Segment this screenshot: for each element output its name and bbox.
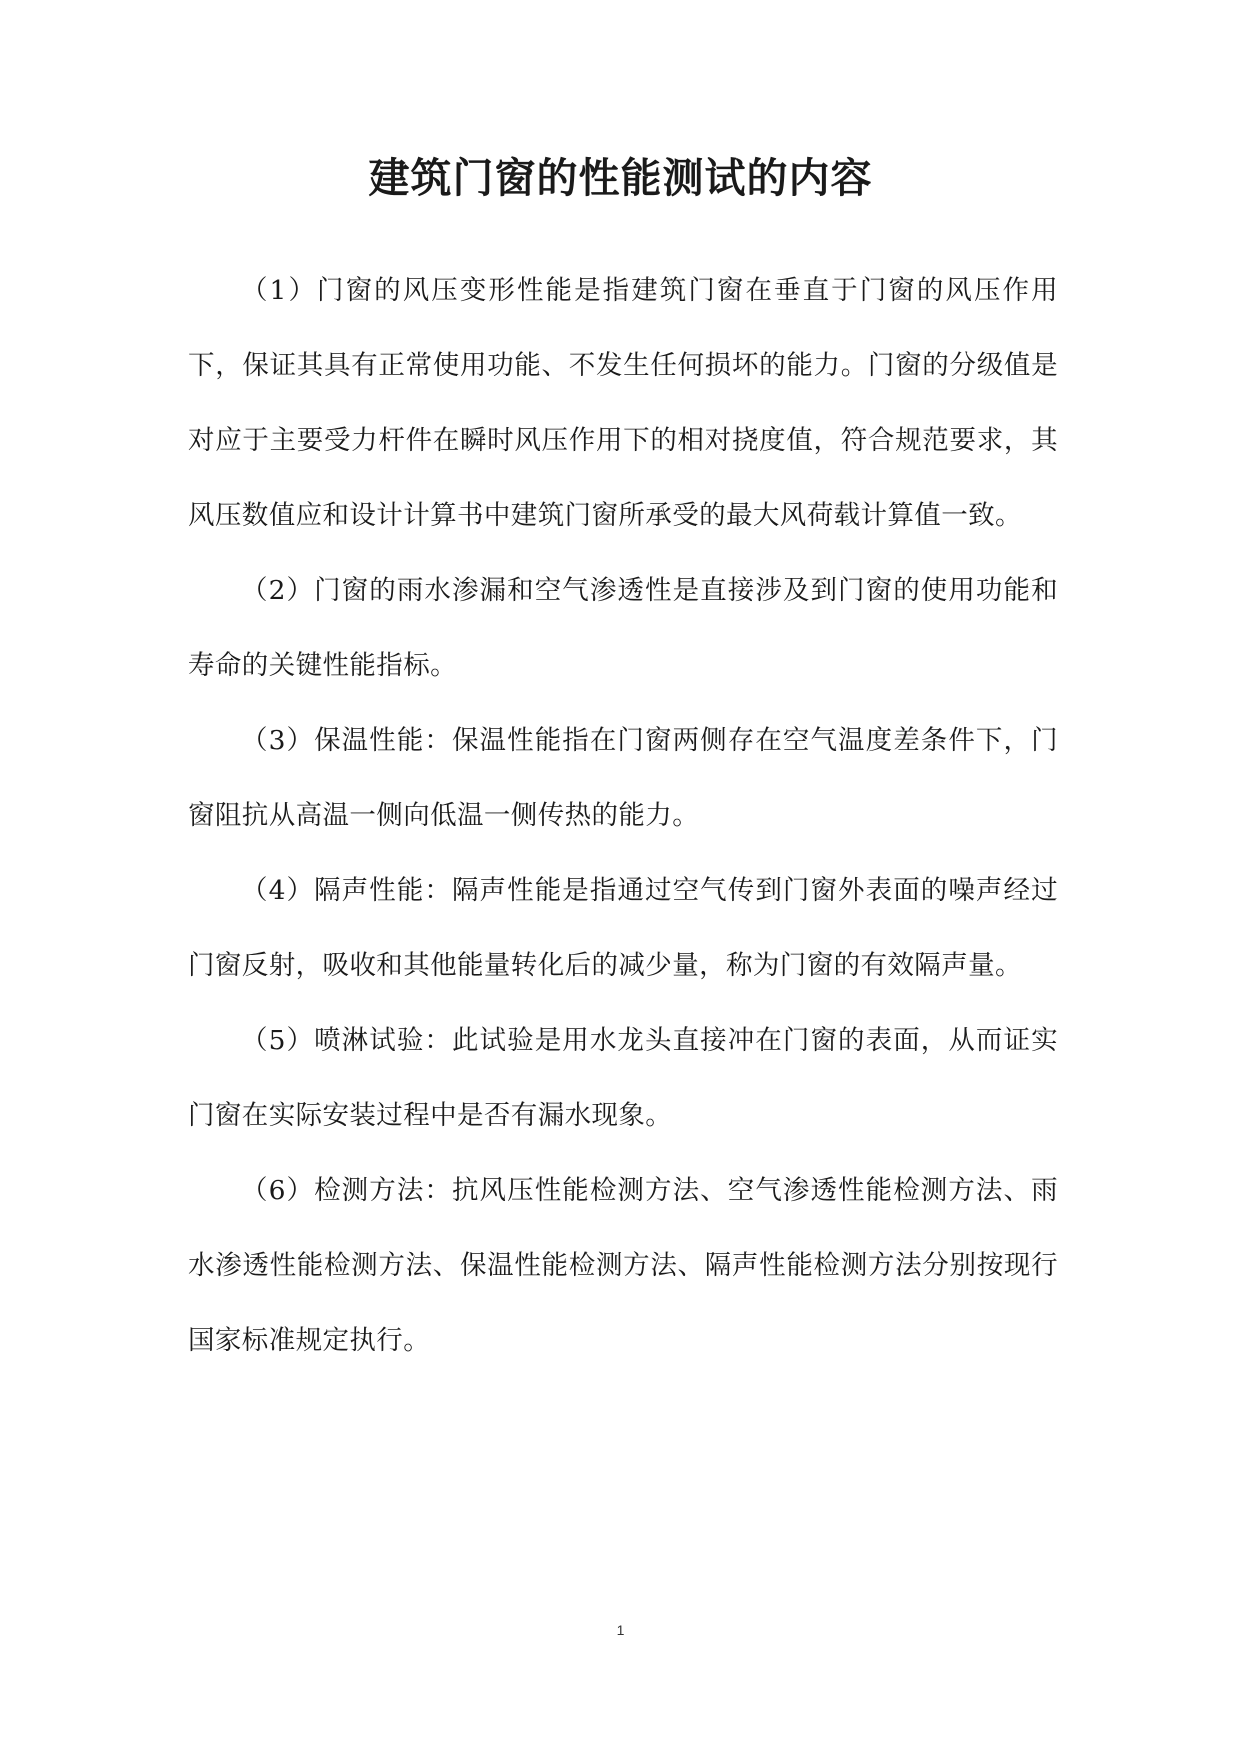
paragraph-spray-test: （5）喷淋试验：此试验是用水龙头直接冲在门窗的表面，从而证实门窗在实际安装过程中是否有漏水现象。 — [188, 1025, 1058, 1131]
paragraph-thermal-insulation: （3）保温性能：保温性能指在门窗两侧存在空气温度差条件下，门窗阻抗从高温一侧向低温一侧传热的能力。 — [188, 725, 1058, 831]
paragraph-rain-air-infiltration: （2）门窗的雨水渗漏和空气渗透性是直接涉及到门窗的使用功能和寿命的关键性能指标。 — [188, 575, 1058, 681]
paragraph-sound-insulation: （4）隔声性能：隔声性能是指通过空气传到门窗外表面的噪声经过门窗反射，吸收和其他能量转化后的减少量，称为门窗的有效隔声量。 — [188, 875, 1058, 981]
paragraph-test-methods: （6）检测方法：抗风压性能检测方法、空气渗透性能检测方法、雨水渗透性能检测方法、保温性能检测方法、隔声性能检测方法分别按现行国家标准规定执行。 — [188, 1175, 1058, 1356]
document-title: 建筑门窗的性能测试的内容 — [368, 154, 873, 202]
paragraph-wind-pressure: （1）门窗的风压变形性能是指建筑门窗在垂直于门窗的风压作用下，保证其具有正常使用功能、不发生任何损坏的能力。门窗的分级值是对应于主要受力杆件在瞬时风压作用下的相对挠度值，符合规范要求，其风压数值应和设计计算书中建筑门窗所承受的最大风荷载计算值一致。 — [188, 275, 1058, 531]
document-body — [188, 253, 1058, 1378]
page-number: 1 — [616, 1622, 625, 1638]
